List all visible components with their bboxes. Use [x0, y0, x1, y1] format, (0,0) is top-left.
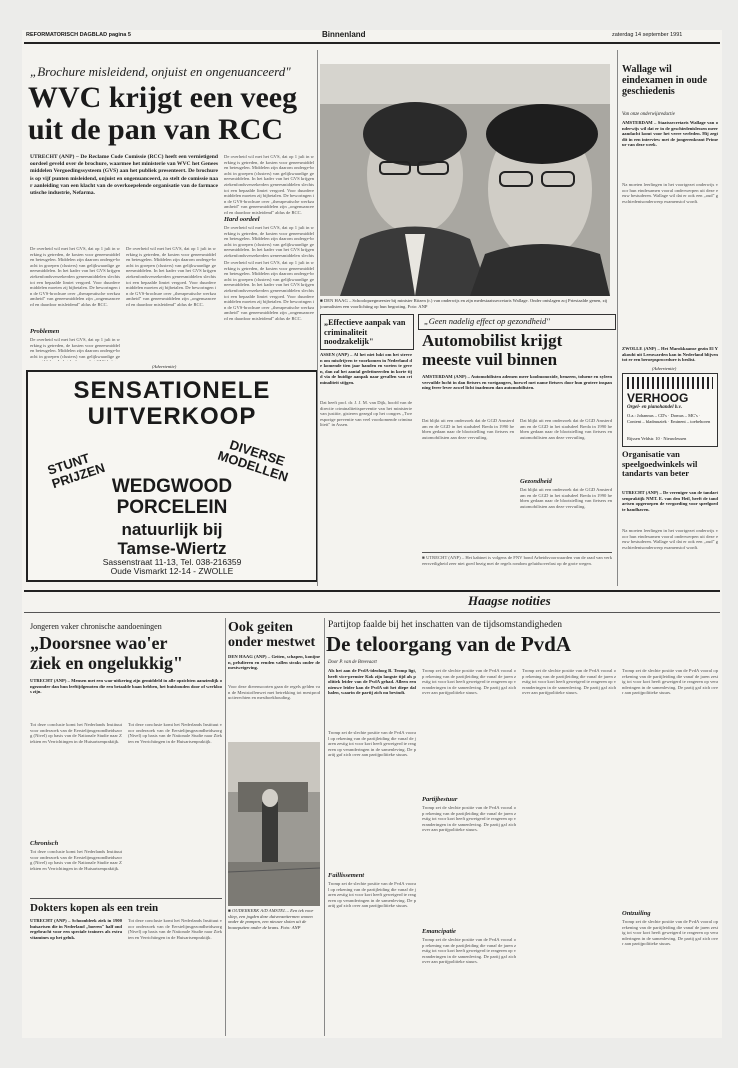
pvda-col-4a: Tromp zet de slechte positie van de PvdA vooral op rekening van de partijleiding die vanaf de jaren zestig tot voor kort heeft geweigerd te reageren op veranderingen in de samenleving. De partij gaf zich over aan partijpolitieke stuurs. — [622, 668, 718, 696]
farm-photo-illustration — [228, 742, 320, 906]
masthead-rule — [24, 42, 720, 44]
masthead-left: REFORMATORISCH DAGBLAD pagina 5 — [26, 32, 131, 38]
doorsnee-col-1: Tot deze conclusie komt het Nederlands Instituut voor onderzoek van de Eerstelijnsgezondheidszorg (Nivel) op basis van de Nationale Studie naar Ziekten en Verrichtingen in de Huisartsenpraktijk. — [30, 722, 122, 744]
auto-headline-line2: meeste vuil binnen — [422, 350, 558, 369]
wvc-headline-line1: WVC krijgt een veeg — [28, 81, 298, 114]
doorsnee-col-2: Tot deze conclusie komt het Nederlands Instituut voor onderzoek van de Eerstelijnsgezondheidszorg (Nivel) op basis van de Nationale Studie naar Ziekten en Verrichtingen in de Huisartsenpraktijk. — [128, 722, 222, 744]
notities-rule — [24, 590, 720, 592]
photo-caption: ■ DEN HAAG – Schoolopzegmeester bij minister Ritzen (r.) van onderwijs en zijn medestaatssecretaris Wallage. Onder ontslagen zoj Priestaalde genen, zij journalisten een voorlichting op hun begroting. Foto: ANP — [320, 298, 608, 309]
verhoog-ad-label: (Advertentie) — [652, 366, 677, 371]
pvda-col-1: Tromp zet de slechte positie van de PvdA vooral op rekening van de partijleiding die vanaf de jaren zestig tot voor kort heeft geweigerd te reageren op veranderingen in de samenleving. De partij gaf zich over aan partijpolitieke stuurs. — [328, 730, 416, 758]
doorsnee-col-1b: Tot deze conclusie komt het Nederlands Instituut voor onderzoek van de Eerstelijnsgezondheidszorg (Nivel) op basis van de Nationale Studie naar Ziekten en Verrichtingen in de Huisartsenpraktijk. — [30, 849, 122, 871]
effectieve-body: Dat heeft prof. dr. J. J. M. van Dijk, hoofd van de directie criminaliteitspreventie van het ministerie van justitie, gisteren gezegd op het congres „Tweesporige preventie van veel voorkomende criminaliteit" in Assen. — [320, 400, 412, 428]
column-rule — [324, 618, 325, 1036]
masthead — [22, 30, 722, 42]
auto-subhead-gezondheid: Gezondheid — [520, 478, 552, 485]
pvda-lead: Als het aan de PvdA-ideoloog B. Tromp ligt, heeft vice-premier Kok zijn langste tijd als politiek leider van de PvdA gehad. Alleen een nieuwe leider kan de PvdA uit het diepe dal halen, waarin de partij zich nu bevindt. — [328, 668, 416, 696]
dokters-col-1: UTRECHT (ANP) – Schoonbleek ziek in 1900 huisartsen die in Nederland „boeren" half ondergebracht voor een speciale trainers als extra vitamines op het geluk. — [30, 918, 122, 940]
wvc-kicker: „Brochure misleidend, onjuist en ongenuanceerd" — [30, 64, 291, 79]
doorsnee-kicker: Jongeren vaker chronische aandoeningen — [30, 622, 162, 631]
wvc-col-1: De overheid wil met het GVS, dat op 1 juli in werking is getreden, de kosten voor geneesmiddelen beteugelen. Middelen zijn daarom onderge-bracht in groepen (clusters) van gelijkwaardige geneesmiddelen. In het kader van het GVS krijgen ziekenfondsverzekerden geneesmiddelen slechts tot een bepaalde limiet vergoed. Voor duurdere middelen moeten zij bijbetalen. De beworingen in de GVS-brochure over „therapeutische werkzaamheid" van geneesmiddelen zijn „ongenuanceerd en daardoor misleidend" aldus de RCC. — [30, 246, 120, 307]
wvc-col-right-top: De overheid wil met het GVS, dat op 1 juli in werking is getreden, de kosten voor geneesmiddelen beteugelen. Middelen zijn daarom onderge-bracht in groepen (clusters) van gelijkwaardige geneesmiddelen. In het kader van het GVS krijgen ziekenfondsverzekerden geneesmiddelen slechts tot een bepaalde limiet vergoed. Voor duurdere middelen moeten zij bijbetalen. De beworingen in de GVS-brochure over „therapeutische werkzaamheid" van geneesmiddelen zijn „ongenuanceerd en daardoor misleidend" aldus de RCC. — [224, 154, 314, 214]
pvda-col-2c: Tromp zet de slechte positie van de PvdA vooral op rekening van de partijleiding die vanaf de jaren zestig tot voor kort heeft geweigerd te reageren op veranderingen in de samenleving. De partij gaf zich over aan partijpolitieke stuurs. — [422, 937, 516, 965]
pvda-col-4b: Tromp zet de slechte positie van de PvdA vooral op rekening van de partijleiding die vanaf de jaren zestig tot voor kort heeft geweigerd te reageren op veranderingen in de samenleving. De partij gaf zich over aan partijpolitieke stuurs. — [622, 919, 718, 947]
wallage-lead: AMSTERDAM – Staatssecretaris Wallage van onderwijs wil dat er in de geschiedenislessen meer aandacht komt voor het verre verleden. Hij zegt dit in een interview met de jongerenkrant Primeur van deze week. — [622, 120, 718, 148]
sale-ad — [26, 370, 318, 582]
auto-col-2a: Dat blijkt uit een onderzoek dat de GGD Amsterdam en de GGD in het stadsdeel Breda in 1990 hebben gedaan naar de blootstelling van fietsers en automobilisten aan deze vervuiling. — [520, 418, 612, 440]
sale-stunt-prijzen: STUNT PRIJZEN — [45, 450, 107, 492]
haagse-notities-banner: Haagse notities — [462, 593, 557, 609]
auto-col-2b: Dat blijkt uit een onderzoek dat de GGD Amsterdam en de GGD in het stadsdeel Breda in 1990 hebben gedaan naar de blootstelling van fietsers en automobilisten aan deze vervuiling. — [520, 487, 612, 509]
ministers-photo — [320, 64, 610, 296]
auto-footer: ■ UTRECHT (ANP) – Het kabinet is volgens de FNV bond Arbeidsvoorwaarden van de raad van verkeersveiligheid zeer niet goed bezig met de regels rondom geluidsoverlast op de grote wegen. — [422, 555, 612, 566]
verhoog-address: Rijssen Veldstr. 10 · Nieuwleusen — [627, 436, 687, 441]
effectieve-lead: ASSEN (ANP) – Al het niet lukt om het streven om misdrijven te voorkomen in Nederland de komende tien jaar handen en voeten te geven, dan zal het aantal gedetineerden in korte tijd via de huidige aanpak naar gevallen van criminaliteit stijgen. — [320, 352, 412, 385]
sale-address-line1: Sassenstraat 11-13, Tel. 038-216359 — [102, 557, 242, 567]
verhoog-sub: Orgel- en pianohandel b.v. — [627, 405, 682, 410]
dokters-rule — [30, 898, 222, 899]
auto-lead: AMSTERDAM (ANP) – Automobilisten ademen meer koolmonoxide, benzeen, toluene en xyleen vervuilde lucht in dan fietsers en voetgangers, hoewel met name fietsers door hun grotere inspanning ferer lever zowel licht inademen dan automobilisten. — [422, 374, 612, 391]
pvda-kicker: Partijtop faalde bij het inschatten van de tijdsomstandigheden — [328, 620, 563, 630]
pvda-subhead-faillissement: Faillissement — [328, 872, 365, 879]
farm-caption-text: OUDERKERK A/D AMSTEL – Een tek voor sliep, een jogden deze duivenzettermen wonen onder de pompen, een nieuwe sloten uit de bouwputten onder de krans. — [228, 908, 314, 930]
pvda-subhead-emancipatie: Emancipatie — [422, 928, 456, 935]
farm-photo — [228, 742, 320, 906]
geiten-headline: Ook geiten onder mestwet — [228, 620, 316, 650]
pvda-headline: De teloorgang van de PvdA — [326, 632, 571, 656]
auto-footer-rule — [422, 552, 612, 553]
sale-brand-line2: PORCELEIN — [116, 497, 228, 518]
doorsnee-headline-line1: „Doorsnee wao'er — [30, 633, 168, 653]
sale-slogan-line1: natuurlijk bij — [121, 520, 223, 539]
pvda-col-1b: Tromp zet de slechte positie van de PvdA vooral op rekening van de partijleiding die vanaf de jaren zestig tot voor kort heeft geweigerd te reageren op veranderingen in de samenleving. De partij gaf zich over aan partijpolitieke stuurs. — [328, 881, 416, 909]
wallage-headline: Wallage wil eindexamen in oude geschiedenis — [622, 64, 708, 97]
speelgoed-lead: UTRECHT (ANP) – De vereniger van de tandartsenpraktijk NMT. E. van den Heil, heeft de tandartsen opgeroepen de vergoeding voor speelgoed te handhaven. — [622, 490, 718, 512]
dokters-col-2: Tot deze conclusie komt het Nederlands Instituut voor onderzoek van de Eerstelijnsgezondheidszorg (Nivel) op basis van de Nationale Studie naar Ziekten en Verrichtingen in de Huisartsenpraktijk. — [128, 918, 222, 940]
pvda-col-2b: Tromp zet de slechte positie van de PvdA vooral op rekening van de partijleiding die vanaf de jaren zestig tot voor kort heeft geweigerd te reageren op veranderingen in de samenleving. De partij gaf zich over aan partijpolitieke stuurs. — [422, 805, 516, 833]
pvda-subhead-partijbestuur: Partijbestuur — [422, 796, 458, 803]
column-rule — [225, 618, 226, 1036]
doorsnee-headline-line2: ziek en ongelukkig" — [30, 653, 184, 673]
verhoog-name: VERHOOG — [627, 391, 689, 405]
wvc-headline-line2: uit de pan van RCC — [28, 113, 284, 146]
auto-col-1: Dat blijkt uit een onderzoek dat de GGD Amsterdam en de GGD in het stadsdeel Breda in 1990 hebben gedaan naar de blootstelling van fietsers en automobilisten aan deze vervuiling. — [422, 418, 514, 440]
dokters-headline: Dokters kopen als een trein — [30, 902, 159, 914]
photo-credit: Foto: ANP — [407, 303, 428, 309]
geiten-lead: DEN HAAG (ANP) – Geiten, schapen, konijnen, pelsdieren en eenden vallen straks onder de mestwetgeving. — [228, 654, 320, 671]
sale-address-line2: Oude Vismarkt 12-14 - ZWOLLE — [110, 566, 234, 576]
photo-caption-text: DEN HAAG – Schoolopzegmeester bij minister Ritzen (r.) van onderwijs en zijn medestaatssecretaris Wallage. Onder ontslagen zoj Priestaalde genen, zij journalisten een voorlichting op hun begroting. — [320, 298, 608, 309]
sale-diverse-modellen: DIVERSE MODELLEN — [215, 436, 290, 485]
sale-brand-line1: WEDGWOOD — [111, 476, 233, 497]
zwolle-brief: ZWOLLE (ANP) – Het Marokkaanse gezin El Yakoubi uit Leeuwarden kan in Nederland blijven tot er een beroepsprocedure is beslist. — [622, 346, 718, 363]
auto-headline-line1: Automobilist krijgt — [422, 331, 563, 350]
farm-photo-credit: Foto: ANP — [280, 924, 301, 930]
wvc-subhead-problemen: Problemen — [30, 328, 60, 335]
effectieve-headline: „Effectieve aanpak van criminaliteit noodzakelijk" — [324, 318, 406, 346]
sale-ad-label: (Advertentie) — [152, 364, 177, 369]
speelgoed-headline: Organisatie van speelgoedwinkels wil tandarts van beter — [622, 449, 698, 478]
wvc-col-right-2: De overheid wil met het GVS, dat op 1 juli in werking is getreden, de kosten voor geneesmiddelen beteugelen. Middelen zijn daarom onderge-bracht in groepen (clusters) van gelijkwaardige geneesmiddelen. In het kader van het GVS krijgen ziekenfondsverzekerden geneesmiddelen slechts — [224, 225, 314, 257]
auto-kicker: „Geen nadelig effect op gezondheid" — [424, 316, 550, 326]
auto-footer-text: UTRECHT (ANP) – Het kabinet is volgens de FNV bond Arbeidsvoorwaarden van de raad van verkeersveiligheid zeer niet goed bezig met de regels rondom geluidsoverlast op de grote wegen. — [422, 555, 612, 566]
masthead-date: zaterdag 14 september 1991 — [612, 32, 683, 38]
ministers-photo-illustration — [320, 64, 610, 296]
farm-photo-caption: ■ OUDERKERK A/D AMSTEL – Een tek voor sliep, een jogden deze duivenzettermen wonen onder de pompen, een nieuwe sloten uit de bouwputten onder de krans. Foto: ANP — [228, 908, 314, 930]
pvda-subhead-ontzuiling: Ontzuiling — [622, 910, 651, 917]
sale-slogan-line2: Tamse-Wiertz — [117, 539, 227, 558]
wvc-col-3: De overheid wil met het GVS, dat op 1 juli in werking is getreden, de kosten voor geneesmiddelen beteugelen. Middelen zijn daarom onderge-bracht in groepen (clusters) van gelijkwaardige geneesmiddelen. In het kader van het GVS krijgen ziekenfondsverzekerden geneesmiddelen slechts tot een bepaalde limiet vergoed. Voor duurdere middelen moeten zij bijbetalen. De beworingen in de GVS-brochure over „therapeutische werkzaamheid" van geneesmiddelen zijn „ongenuanceerd en daardoor misleidend" aldus de RCC. — [224, 260, 314, 321]
wvc-subhead-hard-oordeel: Hard oordeel — [224, 216, 260, 223]
speelgoed-body: Na moeten leerlingen in het voortgezet onderwijs voor hun eindexamen vooral onderwerpen uit deze eeuw bestuderen. Wallage wil dat er ook een „oud" geschiedenisonderwerp examenstof wordt. — [622, 528, 718, 550]
doorsnee-subhead-chronisch: Chronisch — [30, 840, 59, 847]
wvc-col-2: De overheid wil met het GVS, dat op 1 juli in werking is getreden, de kosten voor geneesmiddelen beteugelen. Middelen zijn daarom onderge-bracht in groepen (clusters) van gelijkwaardige geneesmiddelen. In het kader van het GVS krijgen ziekenfondsverzekerden geneesmiddelen slechts tot een bepaalde limiet vergoed. Voor duurdere middelen moeten zij bijbetalen. De beworingen in de GVS-brochure over „therapeutische werkzaamheid" van geneesmiddelen zijn „ongenuanceerd en daardoor misleidend" aldus de RCC. — [126, 246, 216, 307]
notities-rule-bottom — [24, 612, 720, 613]
wallage-body: Na moeten leerlingen in het voortgezet onderwijs voor hun eindexamen vooral onderwerpen uit deze eeuw bestuderen. Wallage wil dat er ook een „oud" geschiedenisonderwerp examenstof wordt. — [622, 182, 718, 204]
verhoog-ad — [622, 373, 718, 447]
column-rule — [317, 50, 318, 586]
column-rule — [617, 50, 618, 586]
wvc-col-1b: De overheid wil met het GVS, dat op 1 juli in werking is getreden, de kosten voor geneesmiddelen beteugelen. Middelen zijn daarom onderge-bracht in groepen (clusters) van gelijkwaardige ge — [30, 337, 120, 359]
doorsnee-lead: UTRECHT (ANP) – Mensen met een wao-uitkering zijn gemiddeld in alle opzichten aanzienlijk ongezonder dan hun leeftijdgenoten die een betaalde baan hebben, het huisbouden door of werkloos zijn. — [30, 678, 222, 695]
verhoog-items: O.a.: Johannus – CD's · Domus – MC's · Content – bladmuziek · Eminent – toebehoren — [627, 413, 711, 424]
sale-title-line2: UITVERKOOP — [87, 403, 257, 430]
pvda-col-3: Tromp zet de slechte positie van de PvdA vooral op rekening van de partijleiding die vanaf de jaren zestig tot voor kort heeft geweigerd te reageren op veranderingen in de samenleving. De partij gaf zich over aan partijpolitieke stuurs. — [522, 668, 616, 696]
masthead-section: Binnenland — [322, 30, 366, 39]
verhoog-keys-icon — [627, 377, 713, 389]
wallage-byline: Van onze onderwijsredactie — [622, 112, 675, 117]
newspaper-page — [22, 30, 722, 1038]
sale-title-line1: SENSATIONELE — [73, 377, 271, 404]
geiten-body: Voor deze dierensoorten gaan de regels gelden van de Meststoffenwet met betrekking tot mestproductierechten en mestboekhouding. — [228, 684, 320, 701]
pvda-col-2a: Tromp zet de slechte positie van de PvdA vooral op rekening van de partijleiding die vanaf de jaren zestig tot voor kort heeft geweigerd te reageren op veranderingen in de samenleving. De partij gaf zich over aan partijpolitieke stuurs. — [422, 668, 516, 696]
wvc-lead: UTRECHT (ANP) – De Reclame Code Comissie (RCC) heeft een vernietigend oordeel geveld over de brochure, waarmee het ministerie van WVC het Geneesmiddelen Vergoedingssysteem (GVS) aan het publiek presenteert. De brochure is op vijf punten misleidend, onjuist en ongenuanceerd, zo stelt de comissie naar aanleiding van een klacht van de overkoepelende organisatie van de farmaceutische industrie, Nefarma. — [30, 154, 218, 197]
pvda-byline: Door P. van de Breevaart — [328, 660, 377, 665]
